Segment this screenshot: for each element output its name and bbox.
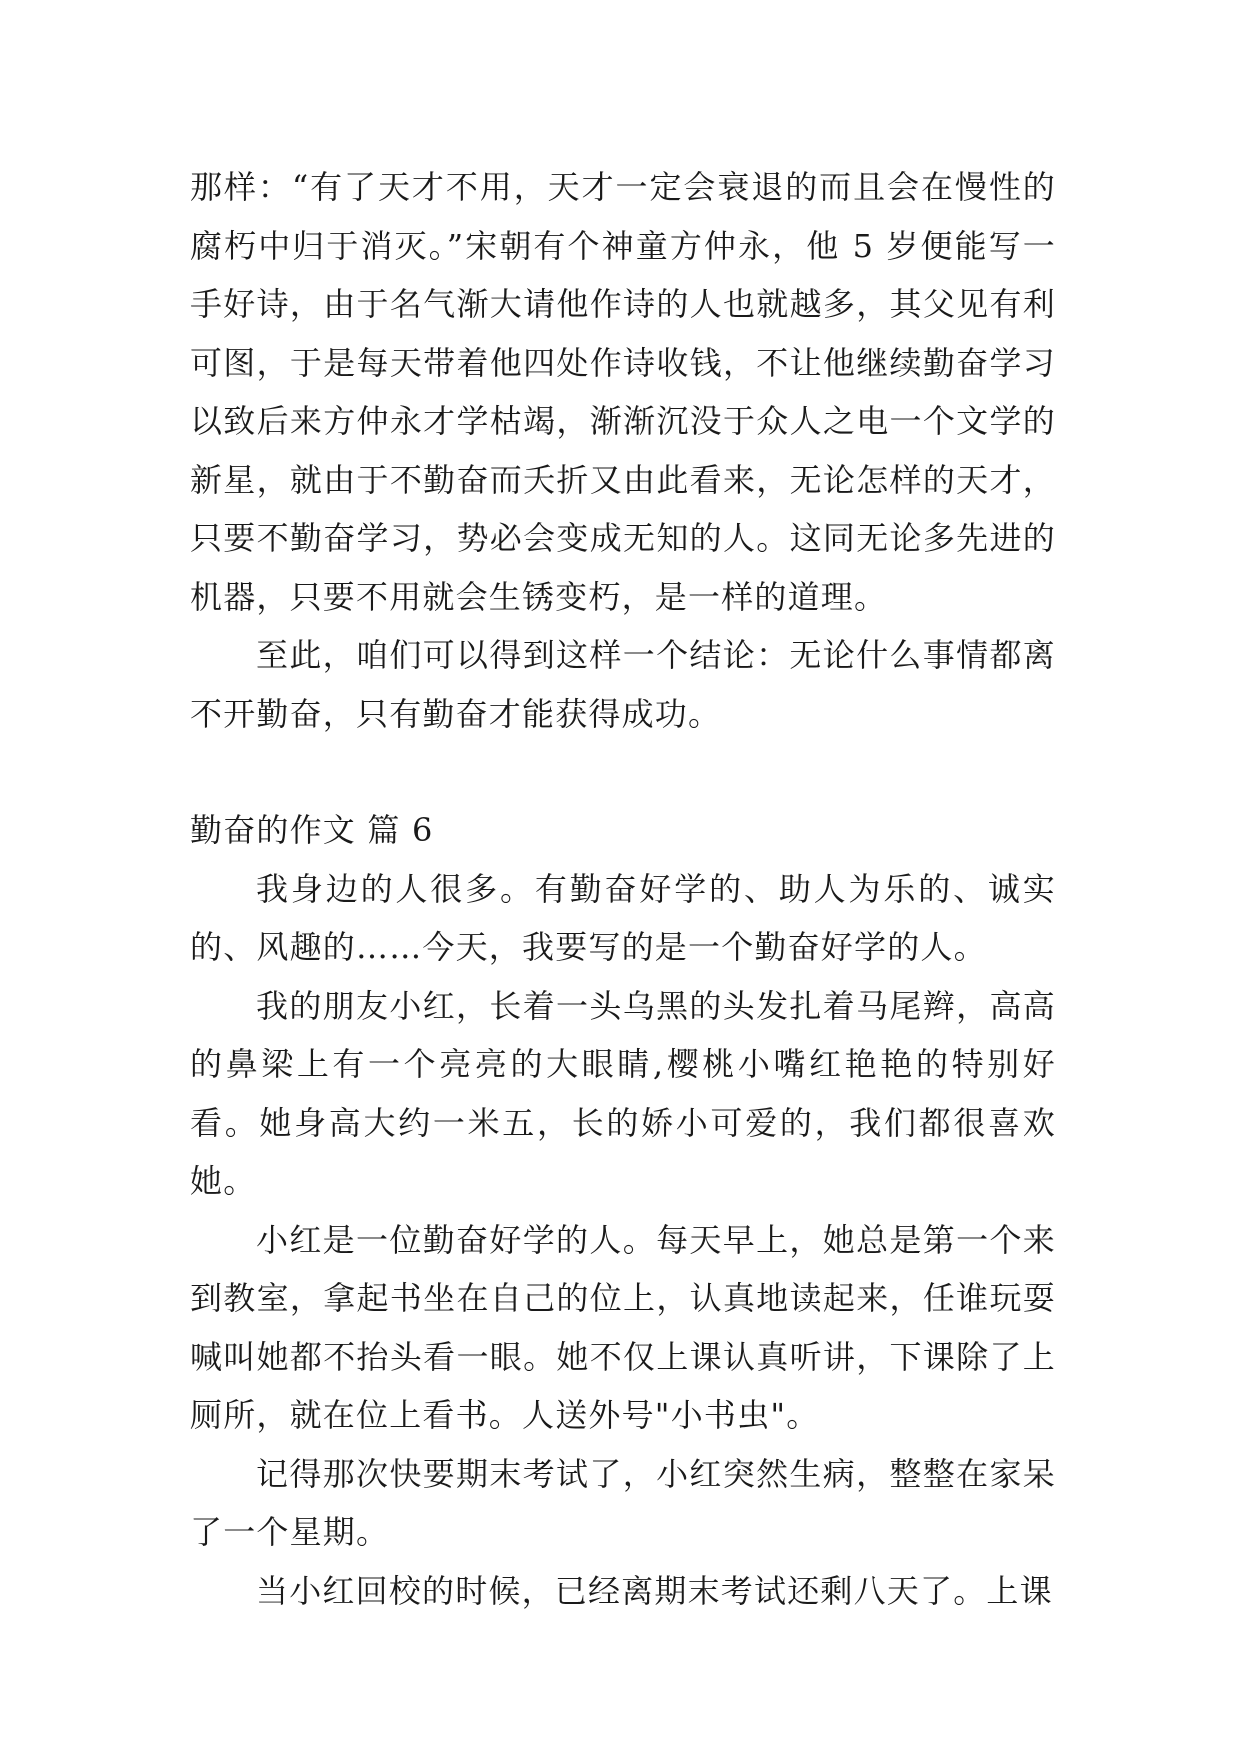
paragraph-return-to-school: 当小红回校的时候，已经离期末考试还剩八天了。上课 bbox=[256, 1571, 1053, 1610]
paragraph-illness: 记得那次快要期末考试了，小红突然生病，整整在家呆了一个星期。 bbox=[190, 1454, 1056, 1551]
paragraph-conclusion: 至此，咱们可以得到这样一个结论：无论什么事情都离不开勤奋，只有勤奋才能获得成功。 bbox=[190, 636, 1056, 733]
paragraph-diligent-habits: 小红是一位勤奋好学的人。每天早上，她总是第一个来到教室，拿起书坐在自己的位上，认真地读起来，任谁玩耍喊叫她都不抬头看一眼。她不仅上课认真听讲，下课除了上厕所，就在位上看书。人送外号"小书虫"。 bbox=[190, 1220, 1056, 1434]
section-heading: 勤奋的作文 篇 6 bbox=[190, 811, 434, 849]
paragraph-intro: 我身边的人很多。有勤奋好学的、助人为乐的、诚实的、风趣的……今天，我要写的是一个勤奋好学的人。 bbox=[190, 869, 1056, 966]
document-body bbox=[190, 158, 1056, 1620]
paragraph-fang-zhongyong-story: 那样：“有了天才不用，天才一定会衰退的而且会在慢性的腐朽中归于消灭。”宋朝有个神童方仲永，他 5 岁便能写一手好诗，由于名气渐大请他作诗的人也就越多，其父见有利可图，于是每天带着他四处作诗收钱，不让他继续勤奋学习以致后来方仲永才学枯竭，渐渐沉没于众人之电一个文学的新星，就由于不勤奋而夭折又由此看来，无论怎样的天才，只要不勤奋学习，势必会变成无知的人。这同无论多先进的机器，只要不用就会生锈变朽，是一样的道理。 bbox=[190, 168, 1056, 616]
paragraph-friend-description: 我的朋友小红，长着一头乌黑的头发扎着马尾辫，高高的鼻梁上有一个亮亮的大眼睛,樱桃小嘴红艳艳的特别好看。她身高大约一米五，长的娇小可爱的，我们都很喜欢她。 bbox=[190, 986, 1056, 1200]
